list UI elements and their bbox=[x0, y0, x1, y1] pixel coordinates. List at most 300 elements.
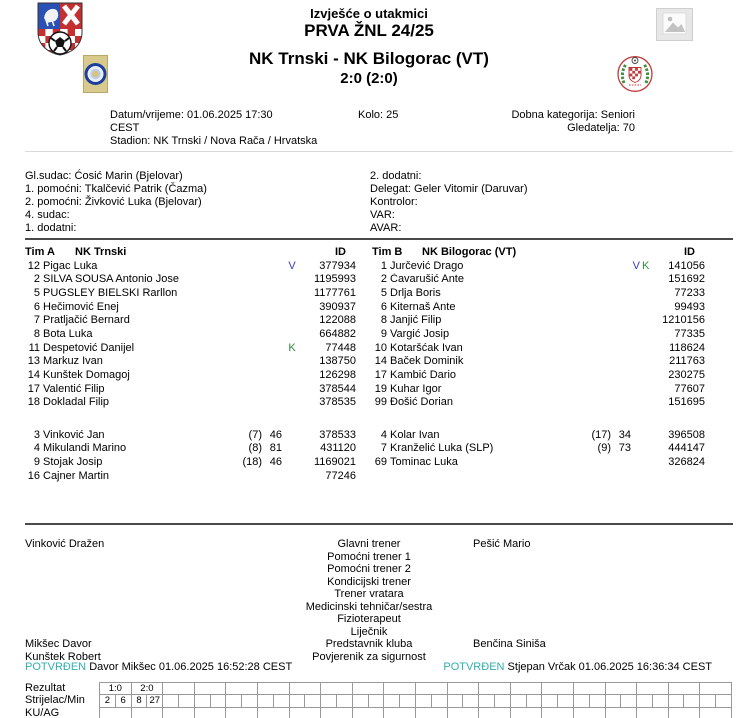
match-stadium: Stadion: NK Trnski / Nova Rača / Hrvatska bbox=[110, 134, 318, 147]
substitution-minute bbox=[262, 287, 282, 301]
player-name: Kiternaš Ante bbox=[390, 300, 456, 313]
event-cell bbox=[526, 695, 542, 707]
player-id: 77246 bbox=[325, 469, 356, 482]
team-b-name: NK Bilogorac (VT) bbox=[422, 246, 517, 258]
staff-role: Kondicijski trener bbox=[327, 575, 411, 588]
player-id: 390937 bbox=[319, 300, 356, 313]
event-cell bbox=[479, 683, 511, 695]
player-name: Vargić Josip bbox=[390, 327, 450, 340]
event-cell bbox=[510, 683, 542, 695]
roster-b-header bbox=[372, 246, 705, 260]
player-row bbox=[25, 396, 356, 410]
roster-team-a bbox=[25, 246, 356, 483]
events-row bbox=[100, 695, 732, 707]
event-cell bbox=[226, 683, 258, 695]
substituted-for bbox=[222, 342, 262, 356]
event-cell bbox=[716, 695, 732, 707]
event-cell bbox=[605, 695, 621, 707]
event-cell bbox=[447, 683, 479, 695]
event-cell: 8 bbox=[131, 695, 147, 707]
events-grid bbox=[100, 683, 732, 718]
substituted-for bbox=[222, 396, 262, 410]
event-cell bbox=[510, 707, 542, 718]
official-line: 1. pomoćni: Tkalčević Patrik (Čazma) bbox=[25, 183, 207, 196]
player-badges bbox=[282, 328, 304, 342]
player-row bbox=[372, 383, 705, 397]
event-cell bbox=[415, 707, 447, 718]
player-name: Vinković Jan bbox=[43, 428, 105, 441]
player-number: 9 bbox=[380, 327, 387, 340]
player-number: 99 bbox=[374, 396, 387, 409]
player-number: 13 bbox=[27, 355, 40, 368]
captain-badge: K bbox=[642, 259, 652, 272]
event-cell bbox=[668, 683, 700, 695]
substitution-minute bbox=[262, 260, 282, 274]
substitution-minute bbox=[262, 301, 282, 315]
substituted-for bbox=[222, 287, 262, 301]
player-badges bbox=[282, 429, 304, 443]
staff-row bbox=[25, 551, 713, 564]
player-id: 126298 bbox=[319, 369, 356, 381]
player-id: 1210156 bbox=[662, 314, 705, 327]
substitution-minute bbox=[262, 396, 282, 410]
player-number: 12 bbox=[27, 259, 40, 272]
substituted-for: (7) bbox=[248, 428, 262, 441]
player-id: 77335 bbox=[674, 327, 705, 340]
player-number: 2 bbox=[380, 273, 387, 286]
substituted-for bbox=[222, 328, 262, 342]
player-id: 141056 bbox=[668, 259, 705, 272]
attendance: Gledatelja: 70 bbox=[567, 121, 635, 134]
player-name: SILVA SOUSA Antonio Jose bbox=[43, 273, 179, 286]
staff-row bbox=[25, 626, 713, 639]
player-id: 664882 bbox=[319, 327, 356, 340]
staff-row bbox=[25, 563, 713, 576]
substituted-for bbox=[571, 456, 611, 470]
player-id: 99493 bbox=[674, 300, 705, 313]
roster-b-starters bbox=[372, 260, 705, 411]
staff-name-home: Kunštek Robert bbox=[25, 650, 101, 663]
team-b-label: Tim B bbox=[372, 246, 403, 258]
events-labels bbox=[25, 682, 99, 718]
staff-name-away bbox=[473, 601, 713, 614]
staff-role: Medicinski tehničar/sestra bbox=[305, 600, 433, 613]
match-round: Kolo: 25 bbox=[358, 109, 399, 121]
player-number: 11 bbox=[28, 341, 40, 354]
player-number: 4 bbox=[33, 442, 40, 455]
event-cell bbox=[273, 695, 289, 707]
player-row bbox=[25, 369, 356, 383]
event-cell bbox=[431, 695, 447, 707]
event-cell bbox=[621, 695, 637, 707]
player-number: 7 bbox=[33, 314, 40, 327]
substituted-for bbox=[571, 396, 611, 410]
event-cell bbox=[242, 695, 258, 707]
event-cell bbox=[700, 707, 732, 718]
separator-line bbox=[25, 238, 733, 240]
event-cell bbox=[510, 695, 526, 707]
substituted-for bbox=[571, 314, 611, 328]
staff-name-home bbox=[25, 626, 265, 639]
officials-left bbox=[25, 170, 207, 235]
events-row bbox=[100, 683, 732, 695]
substitution-minute bbox=[611, 273, 631, 287]
event-cell bbox=[178, 695, 194, 707]
player-name: Đošić Dorian bbox=[390, 396, 453, 409]
player-row bbox=[25, 383, 356, 397]
event-cell bbox=[494, 695, 510, 707]
player-number: 17 bbox=[27, 382, 40, 395]
event-cell bbox=[289, 707, 321, 718]
staff-row bbox=[25, 638, 713, 651]
player-row bbox=[372, 342, 705, 356]
player-row bbox=[372, 429, 705, 443]
staff-name-home bbox=[25, 613, 265, 626]
confirmation-detail: Stjepan Vrčak 01.06.2025 16:36:34 CEST bbox=[507, 661, 712, 673]
player-number: 18 bbox=[27, 396, 40, 409]
player-id: 138750 bbox=[319, 355, 356, 368]
roster-team-b bbox=[372, 246, 705, 470]
player-badges bbox=[631, 355, 653, 369]
player-badges bbox=[282, 383, 304, 397]
staff-name-away bbox=[473, 551, 713, 564]
event-cell bbox=[415, 683, 447, 695]
player-row bbox=[25, 287, 356, 301]
player-badges bbox=[282, 369, 304, 383]
event-cell bbox=[257, 695, 273, 707]
substituted-for bbox=[571, 287, 611, 301]
player-id: 118624 bbox=[669, 341, 705, 354]
player-row bbox=[372, 355, 705, 369]
player-name: Kambić Dario bbox=[390, 369, 457, 381]
staff-name-home bbox=[25, 601, 265, 614]
player-name: Janjić Filip bbox=[390, 314, 442, 327]
player-name: Jurčević Drago bbox=[390, 259, 464, 272]
substituted-for bbox=[222, 314, 262, 328]
event-cell bbox=[589, 695, 605, 707]
official-line: 1. dodatni: bbox=[25, 222, 77, 235]
player-row bbox=[372, 369, 705, 383]
event-cell bbox=[131, 707, 163, 718]
player-number: 69 bbox=[374, 455, 387, 468]
substituted-for bbox=[571, 301, 611, 315]
report-title: Izvješće o utakmici bbox=[310, 6, 428, 21]
substitution-minute bbox=[262, 273, 282, 287]
event-cell bbox=[305, 695, 321, 707]
player-number: 3 bbox=[33, 428, 40, 441]
player-row bbox=[25, 342, 356, 356]
player-id: 77233 bbox=[674, 286, 705, 299]
player-id: 211763 bbox=[669, 355, 705, 368]
player-id: 378533 bbox=[319, 428, 356, 441]
official-line: AVAR: bbox=[370, 222, 402, 235]
event-cell bbox=[210, 695, 226, 707]
match-timezone: CEST bbox=[110, 121, 140, 134]
player-row bbox=[25, 470, 356, 484]
event-cell bbox=[558, 695, 574, 707]
player-id: 444147 bbox=[668, 442, 705, 455]
staff-role: Pomoćni trener 1 bbox=[327, 550, 411, 563]
player-row bbox=[25, 442, 356, 456]
player-number: 14 bbox=[27, 369, 40, 381]
player-name: Tominac Luka bbox=[390, 455, 458, 468]
player-id: 151692 bbox=[668, 273, 705, 286]
event-cell bbox=[336, 695, 352, 707]
player-badges bbox=[631, 328, 653, 342]
event-cell bbox=[573, 695, 589, 707]
team-a-label: Tim A bbox=[25, 246, 55, 258]
player-row bbox=[25, 429, 356, 443]
player-badges bbox=[282, 442, 304, 456]
substitution-minute bbox=[611, 260, 631, 274]
staff-row bbox=[25, 588, 713, 601]
substitution-minute bbox=[262, 314, 282, 328]
player-id: 230275 bbox=[668, 369, 705, 381]
player-id: 378535 bbox=[319, 396, 356, 409]
substituted-for bbox=[222, 260, 262, 274]
substituted-for bbox=[571, 355, 611, 369]
substitution-minute bbox=[611, 396, 631, 410]
events-row-label: Rezultat bbox=[25, 682, 66, 694]
player-badges bbox=[282, 355, 304, 369]
player-badges bbox=[631, 273, 653, 287]
player-badges bbox=[631, 287, 653, 301]
player-name: Despetović Danijel bbox=[43, 341, 135, 354]
event-cell bbox=[321, 695, 337, 707]
event-cell bbox=[384, 683, 416, 695]
event-cell bbox=[447, 695, 463, 707]
staff-rows bbox=[25, 538, 713, 663]
official-line: Gl.sudac: Ćosić Marin (Bjelovar) bbox=[25, 170, 183, 182]
staff-name-home bbox=[25, 576, 265, 589]
event-cell bbox=[463, 695, 479, 707]
player-badges bbox=[282, 470, 304, 484]
player-id: 1195993 bbox=[313, 273, 356, 286]
event-cell: 1:0 bbox=[100, 683, 132, 695]
substitution-minute bbox=[262, 328, 282, 342]
event-cell bbox=[321, 683, 353, 695]
staff-name-home bbox=[25, 588, 265, 601]
player-badges bbox=[631, 314, 653, 328]
staff-name-away bbox=[473, 613, 713, 626]
official-line: 2. pomoćni: Živković Luka (Bjelovar) bbox=[25, 196, 202, 209]
substitution-minute: 73 bbox=[618, 442, 631, 455]
staff-role: Fizioterapeut bbox=[337, 613, 401, 625]
player-number: 6 bbox=[33, 300, 40, 313]
event-cell bbox=[668, 695, 684, 707]
events-row-label: KU/AG bbox=[25, 706, 60, 718]
player-number: 8 bbox=[33, 327, 40, 340]
player-id: 396508 bbox=[668, 428, 705, 441]
player-row bbox=[372, 301, 705, 315]
player-badges bbox=[282, 314, 304, 328]
event-cell bbox=[415, 695, 431, 707]
player-name: Bota Luka bbox=[43, 327, 93, 340]
substituted-for: (17) bbox=[591, 428, 611, 441]
staff-name-away: Pešić Mario bbox=[473, 538, 531, 550]
substitution-minute: 46 bbox=[269, 455, 282, 468]
roster-b-substitutes bbox=[372, 429, 705, 470]
player-badges bbox=[631, 456, 653, 470]
player-name: Markuz Ivan bbox=[43, 355, 103, 368]
staff-name-home: Mikšec Davor bbox=[25, 638, 92, 650]
player-badges bbox=[631, 369, 653, 383]
event-cell bbox=[384, 707, 416, 718]
substituted-for bbox=[571, 273, 611, 287]
substitution-minute bbox=[611, 355, 631, 369]
event-cell bbox=[479, 707, 511, 718]
player-name: Kotaršćak Ivan bbox=[390, 341, 463, 354]
official-line: 2. dodatni: bbox=[370, 170, 422, 182]
event-cell bbox=[542, 707, 574, 718]
player-id: 122088 bbox=[319, 314, 356, 327]
substitution-minute bbox=[262, 355, 282, 369]
competition-title: PRVA ŽNL 24/25 bbox=[304, 21, 434, 40]
substituted-for bbox=[222, 383, 262, 397]
substituted-for bbox=[222, 273, 262, 287]
substituted-for: (9) bbox=[597, 442, 611, 455]
staff-name-home: Vinković Dražen bbox=[25, 538, 105, 550]
player-number: 9 bbox=[33, 455, 40, 468]
event-cell: 2 bbox=[100, 695, 116, 707]
substitution-minute bbox=[611, 369, 631, 383]
player-id: 151695 bbox=[668, 396, 705, 409]
player-number: 1 bbox=[380, 259, 387, 272]
player-number: 17 bbox=[374, 369, 387, 381]
substitution-minute: 34 bbox=[618, 428, 631, 441]
player-name: PUGSLEY BIELSKI Rarllon bbox=[43, 286, 178, 299]
player-name: Valentić Filip bbox=[43, 382, 105, 395]
player-number: 6 bbox=[380, 300, 387, 313]
player-badges bbox=[631, 442, 653, 456]
substituted-for bbox=[222, 301, 262, 315]
player-name: Kranželić Luka (SLP) bbox=[390, 442, 494, 455]
event-cell bbox=[289, 683, 321, 695]
staff-role: Trener vratara bbox=[334, 588, 404, 600]
substituted-for: (18) bbox=[242, 455, 262, 468]
separator-line bbox=[25, 523, 733, 525]
age-category: Dobna kategorija: Seniori bbox=[511, 109, 635, 121]
player-badges bbox=[282, 273, 304, 287]
player-name: Drlja Boris bbox=[390, 286, 441, 299]
event-cell bbox=[289, 695, 305, 707]
staff-name-away bbox=[473, 588, 713, 601]
events-row-label: Strijelac/Min bbox=[25, 694, 85, 707]
player-badges bbox=[282, 287, 304, 301]
event-cell bbox=[163, 683, 195, 695]
roster-a-header bbox=[25, 246, 356, 260]
event-cell bbox=[447, 707, 479, 718]
event-cell bbox=[163, 707, 195, 718]
substitution-minute bbox=[262, 342, 282, 356]
staff-role: Predstavnik kluba bbox=[325, 638, 413, 650]
officials-right bbox=[370, 170, 528, 235]
player-id: 431120 bbox=[320, 442, 356, 455]
event-cell bbox=[573, 683, 605, 695]
event-cell bbox=[668, 707, 700, 718]
confirmation-detail: Davor Mikšec 01.06.2025 16:52:28 CEST bbox=[89, 661, 293, 673]
substitution-minute bbox=[611, 314, 631, 328]
event-cell bbox=[400, 695, 416, 707]
event-cell bbox=[226, 695, 242, 707]
events-grid-table bbox=[99, 682, 732, 718]
event-cell: 2:0 bbox=[131, 683, 163, 695]
substituted-for bbox=[222, 470, 262, 484]
player-badges bbox=[282, 396, 304, 410]
player-id: 77448 bbox=[325, 341, 356, 354]
substitution-minute bbox=[262, 470, 282, 484]
player-number: 10 bbox=[374, 341, 387, 354]
player-name: Dokladal Filip bbox=[43, 396, 110, 409]
player-row bbox=[25, 355, 356, 369]
player-badges bbox=[631, 429, 653, 443]
player-id: 326824 bbox=[668, 455, 705, 468]
player-name: Baček Dominik bbox=[390, 355, 464, 368]
confirmation-status: POTVRĐEN bbox=[25, 661, 87, 673]
player-number: 5 bbox=[33, 286, 40, 299]
player-name: Pratljačić Bernard bbox=[43, 314, 130, 327]
player-row bbox=[25, 301, 356, 315]
player-row bbox=[372, 396, 705, 410]
substitution-minute: 81 bbox=[269, 442, 282, 455]
event-cell bbox=[605, 707, 637, 718]
player-row bbox=[372, 328, 705, 342]
event-cell bbox=[652, 695, 668, 707]
roster-a-substitutes bbox=[25, 429, 356, 484]
substituted-for bbox=[571, 328, 611, 342]
event-cell bbox=[194, 707, 226, 718]
event-cell bbox=[684, 695, 700, 707]
player-id: 377934 bbox=[319, 259, 356, 272]
substitution-minute bbox=[611, 328, 631, 342]
roster-a-starters bbox=[25, 260, 356, 411]
confirmation-status: POTVRĐEN bbox=[443, 661, 505, 673]
staff-role: Pomoćni trener 2 bbox=[327, 563, 411, 575]
staff-name-away bbox=[473, 563, 713, 576]
event-cell bbox=[321, 707, 353, 718]
match-datetime: Datum/vrijeme: 01.06.2025 17:30 bbox=[110, 109, 273, 121]
event-cell bbox=[257, 707, 289, 718]
player-row bbox=[25, 273, 356, 287]
player-row bbox=[372, 442, 705, 456]
player-badges bbox=[631, 383, 653, 397]
player-name: Kunštek Domagoj bbox=[43, 369, 130, 381]
substituted-for bbox=[571, 342, 611, 356]
staff-row bbox=[25, 576, 713, 589]
player-number: 16 bbox=[27, 469, 40, 482]
event-cell bbox=[100, 707, 132, 718]
event-cell bbox=[352, 695, 368, 707]
id-column-header: ID bbox=[684, 246, 695, 258]
event-cell bbox=[542, 683, 574, 695]
player-row bbox=[25, 456, 356, 470]
staff-name-away: Benčina Siniša bbox=[473, 638, 546, 650]
player-badges bbox=[631, 301, 653, 315]
staff-row bbox=[25, 613, 713, 626]
player-row bbox=[372, 456, 705, 470]
event-cell bbox=[194, 683, 226, 695]
events-row bbox=[100, 707, 732, 718]
player-number: 7 bbox=[380, 442, 387, 455]
player-number: 2 bbox=[33, 273, 40, 286]
confirmation-away bbox=[443, 661, 712, 673]
substitution-minute: 46 bbox=[269, 428, 282, 441]
official-line: 4. sudac: bbox=[25, 209, 70, 222]
team-a-name: NK Trnski bbox=[75, 246, 127, 258]
match-score: 2:0 (2:0) bbox=[340, 70, 398, 87]
staff-role: Povjerenik za sigurnost bbox=[312, 650, 426, 663]
event-cell: 6 bbox=[115, 695, 131, 707]
